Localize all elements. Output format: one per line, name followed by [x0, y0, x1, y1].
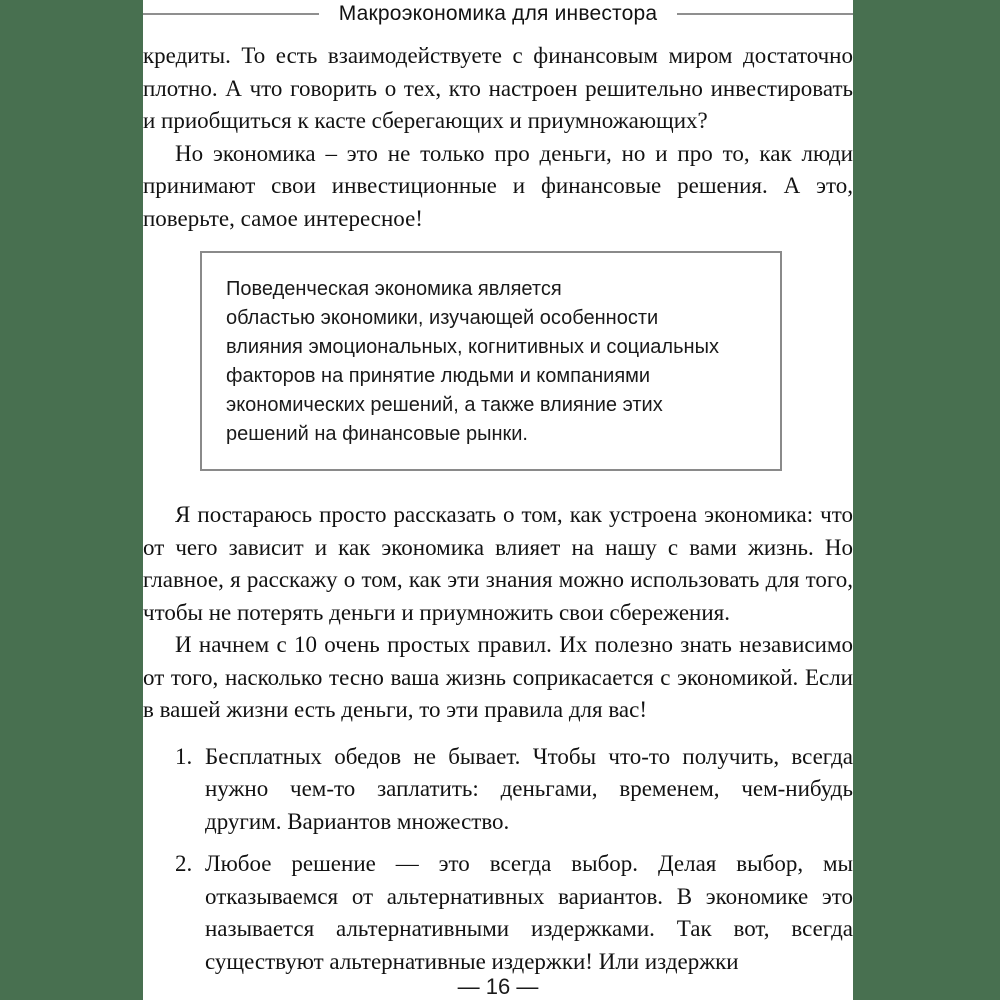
quote-line: экономических решений, а также влияние этих [226, 394, 663, 416]
list-item-number: 1. [175, 743, 193, 769]
quote-line: Поведенческая экономика является [226, 278, 562, 300]
list-item-text: Бесплатных обедов не бывает. Чтобы что-то получить, всегда нужно чем-то заплатить: деньгами, временем, чем-нибудь другим. Вариантов множество. [205, 743, 853, 834]
body-paragraph-2: Но экономика – это не только про деньги, но и про то, как люди принимают свои инвестиционные и финансовые решения. А это, поверьте, самое интересное! [143, 140, 853, 231]
left-margin-band [0, 0, 143, 1000]
list-item-text: Любое решение — это всегда выбор. Делая выбор, мы отказываемся от альтернативных вариантов. В экономике это называется альтернативными издержками. Так вот, всегда существуют альтернативные издержки! Или издержки [205, 851, 853, 974]
page-number: — 16 — [457, 974, 539, 999]
header-rule-right [677, 13, 853, 15]
running-header [143, 0, 853, 28]
body-paragraph-1: кредиты. То есть взаимодействуете с финансовым миром достаточно плотно. А что говорить о тех, кто настроен решительно инвестировать и приобщиться к касте сберегающих и приумножающих? [143, 43, 853, 133]
quote-line: решений на финансовые рынки. [226, 423, 528, 445]
list-item-number: 2. [175, 851, 193, 876]
body-paragraph-3: Я постараюсь просто рассказать о том, как устроена экономика: что от чего зависит и как экономика влияет на нашу с вами жизнь. Но главное, я расскажу о том, как эти знания можно использовать для того, чтобы не потерять деньги и приумножить свои сбережения. [143, 502, 853, 625]
running-header-title: Макроэкономика для инвестора [338, 2, 658, 25]
header-rule-left [143, 13, 319, 15]
quote-box [200, 251, 782, 471]
page-content [143, 0, 853, 1000]
right-margin-band [853, 0, 1000, 1000]
quote-line: областью экономики, изучающей особенности [226, 307, 659, 329]
body-paragraph-4: И начнем с 10 очень простых правил. Их полезно знать независимо от того, насколько тесно ваша жизнь соприкасается с экономикой. Если в вашей жизни есть деньги, то эти правила для вас! [143, 632, 853, 722]
quote-line: влияния эмоциональных, когнитивных и социальных [226, 336, 719, 358]
quote-line: факторов на принятие людьми и компаниями [226, 365, 651, 387]
list-item [143, 741, 853, 839]
list-item [143, 848, 853, 978]
rules-list [143, 741, 853, 979]
